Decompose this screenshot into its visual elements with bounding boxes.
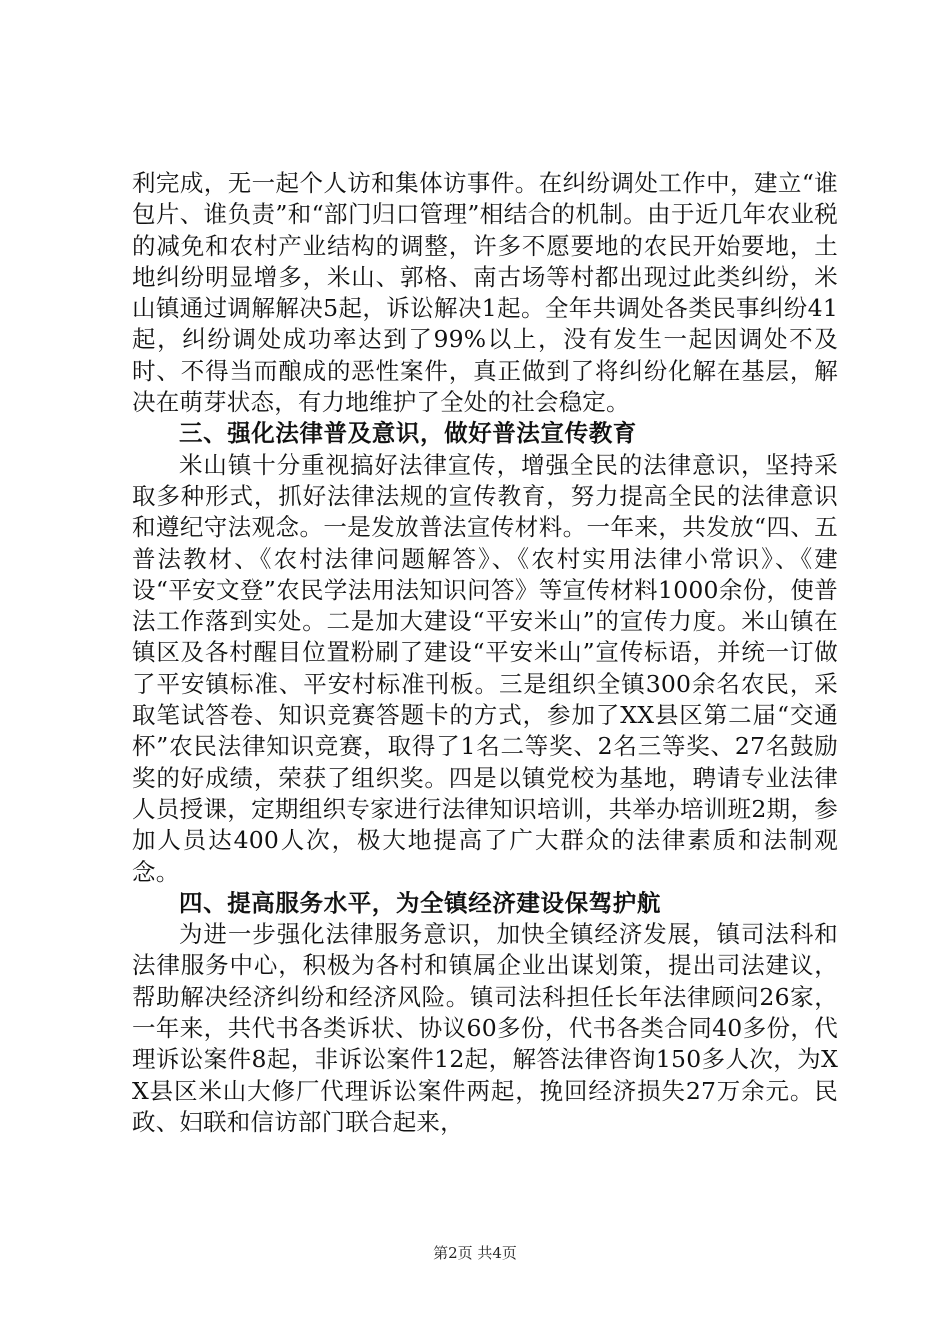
document-body <box>132 168 838 1138</box>
paragraph-dispute-mediation: 利完成，无一起个人访和集体访事件。在纠纷调处工作中，建立“谁包片、谁负责”和“部门归口管理”相结合的机制。由于近几年农业税的减免和农村产业结构的调整，许多不愿要地的农民开始要地，土地纠纷明显增多，米山、郭格、南古场等村都出现过此类纠纷，米山镇通过调解解决5起，诉讼解决1起。全年共调处各类民事纠纷41起，纠纷调处成功率达到了99%以上，没有发生一起因调处不及时、不得当而酿成的恶性案件，真正做到了将纠纷化解在基层，解决在萌芽状态，有力地维护了全处的社会稳定。 <box>132 169 838 417</box>
page-number-footer: 第2页 共4页 <box>433 1244 517 1262</box>
section-heading-legal-awareness: 三、强化法律普及意识，做好普法宣传教育 <box>179 419 637 448</box>
section-heading-service-level: 四、提高服务水平，为全镇经济建设保驾护航 <box>179 888 661 917</box>
paragraph-legal-education: 米山镇十分重视搞好法律宣传，增强全民的法律意识，坚持采取多种形式，抓好法律法规的宣传教育，努力提高全民的法律意识和遵纪守法观念。一是发放普法宣传材料。一年来，共发放“四、五普法教材、《农村法律问题解答》、《农村实用法律小常识》、《建设“平安文登”农民学法用法知识问答》等宣传材料1000余份，使普法工作落到实处。二是加大建设“平安米山”的宣传力度。米山镇在镇区及各村醒目位置粉刷了建设“平安米山”宣传标语，并统一订做了平安镇标准、平安村标准刊板。三是组织全镇300余名农民，采取笔试答卷、知识竞赛答题卡的方式，参加了XX县区第二届“交通杯”农民法律知识竞赛，取得了1名二等奖、2名三等奖、27名鼓励奖的好成绩，荣获了组织奖。四是以镇党校为基地，聘请专业法律人员授课，定期组织专家进行法律知识培训，共举办培训班2期，参加人员达400人次，极大地提高了广大群众的法律素质和法制观念。 <box>132 450 838 886</box>
paragraph-legal-service: 为进一步强化法律服务意识，加快全镇经济发展，镇司法科和法律服务中心，积极为各村和镇属企业出谋划策，提出司法建议，帮助解决经济纠纷和经济风险。镇司法科担任长年法律顾问26家，一年来，共代书各类诉状、协议60多份，代书各类合同40多份，代理诉讼案件8起，非诉讼案件12起，解答法律咨询150多人次，为XX县区米山大修厂代理诉讼案件两起，挽回经济损失27万余元。民政、妇联和信访部门联合起来， <box>132 920 838 1136</box>
